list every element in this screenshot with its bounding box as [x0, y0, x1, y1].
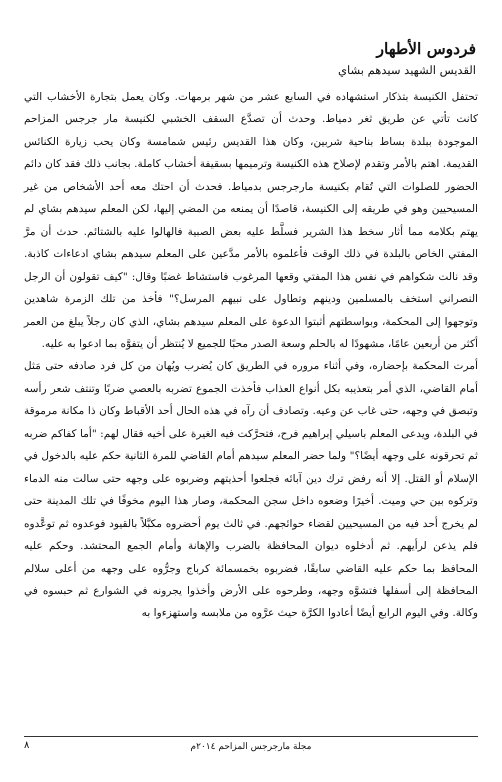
footer-rule: [24, 736, 478, 737]
footer-journal: مجلة مارجرجس المزاحم ٢٠١٤م: [190, 742, 312, 752]
article-subtitle: القديس الشهيد سيدهم بشاي: [338, 63, 476, 77]
article-title: فردوس الأطهار: [376, 39, 476, 58]
paragraph-2: أمرت المحكمة بإحضاره، وفي أثناء مروره في الطريق كان يُضرب ويُهان من كل فرد صادفه حتى مَثل أمام القاضي، الذي أمر بتعذيبه بكل أنواع العذاب فأخذت الجموع تضربه بالعصي ضربًا وتنتف شعر رأسه وتبصق في وجهه، حتى غاب عن وعيه. وتصادف أن رآه في هذه الحال أحد الأقباط وكان ذا مكانة مرموقة في البلدة، ويدعى المعلم باسيلي إبراهيم فرح، فتحرَّكت فيه الغيرة على أخيه فقال لهم: "أما كفاكم ضربه ثم تحرقونه على وجهه أيضًا؟" ولما حضر المعلم سيدهم أمام القاضي للمرة الثانية حكم عليه بالدخول في الإسلام أو القتل. إلا أنه رفض ترك دين آبائه فجلعوا أحذيتهم وضربوه على وجهه حتى سالت منه الدماء وتركوه بين حي وميت. أخيرًا وضعوه داخل سجن المحكمة، وصار هذا اليوم مخوفًا في تلك المدينة حتى لم يخرج أحد فيه من المسيحيين لقضاء حوائجهم. في ثالث يوم أحضروه مكبَّلاً بالقيود فوعدوه ثم توعَّدوه فلم يذعن لرأيهم. ثم أدخلوه ديوان المحافظة بالضرب والإهانة وأمام الجمع المحتشد. وحكم عليه المحافظ بما حكم عليه القاضي سابقًا، فضربوه بخمسمائة كرباج وجرُّوه على وجهه من أعلى سلالم المحافظة إلى أسفلها فتشوَّه وجهه، وطرحوه على الأرض وأخذوا يجرونه في الشوارع ثم حبسوه في وكالة. وفي اليوم الرابع أيضًا أعادوا الكرَّة حيث عرَّوه من ملابسه واستهزءوا به: [24, 360, 478, 620]
article-body: [24, 38, 478, 742]
paragraph-1: تحتفل الكنيسة بتذكار استشهاده في السابع عشر من شهر برمهات. وكان يعمل بتجارة الأخشاب التي كانت تأتي عن طريق ثغر دمياط. وحدث أن تصدَّع السقف الخشبي لكنيسة مار جرجس المزاحم الموجودة ببلدة بساط بناحية شربين، وكان هذا القديس رئيس شمامسة وكان يحب زيارة الكنائس القديمة. اهتم بالأمر وتقدم لإصلاح هذه الكنيسة وترميمها بسقيفة أخشاب كاملة. بجانب ذلك فقد كان دائم الحضور للصلوات التي تُقام بكنيسة مارجرجس بدمياط. فحدث أن احتك معه أحد الأشخاص من غير المسيحيين وهو في طريقه إلى الكنيسة، قاصدًا أن يمنعه من المضي إليها، لكن المعلم سيدهم بشاي لم يهتم بكلامه مما أثار سخط هذا الشرير فسلَّط عليه بعض الصبية فالهالوا عليه بالشتائم. حدث أن مرَّ المفتي الخاص بالبلدة في ذلك الوقت فأعلموه بالأمر مدَّعين على المعلم سيدهم بشاي ادعاءات كاذبة. وقد نالت شكواهم في نفس هذا المفتي وقعها المرغوب فاستشاط غضبًا وقال: "كيف تقولون أن الرجل النصراني استخف بالمسلمين ودينهم وتطاول على نبيهم المرسل؟" فأخذ من تلك الزمرة شاهدين وتوجهوا إلى المحكمة، وبواسطتهم أثبتوا الدعوة على المعلم سيدهم بشاي، الذي كان رجلاً يبلغ من العمر أكثر من أربعين عامًا، مشهودًا له بالحلم وسعة الصدر محبًا للجميع لا يُنتظر أن يتفوَّه بما ادعوا به عليه.: [24, 91, 478, 350]
page-number: ٨: [24, 740, 30, 751]
